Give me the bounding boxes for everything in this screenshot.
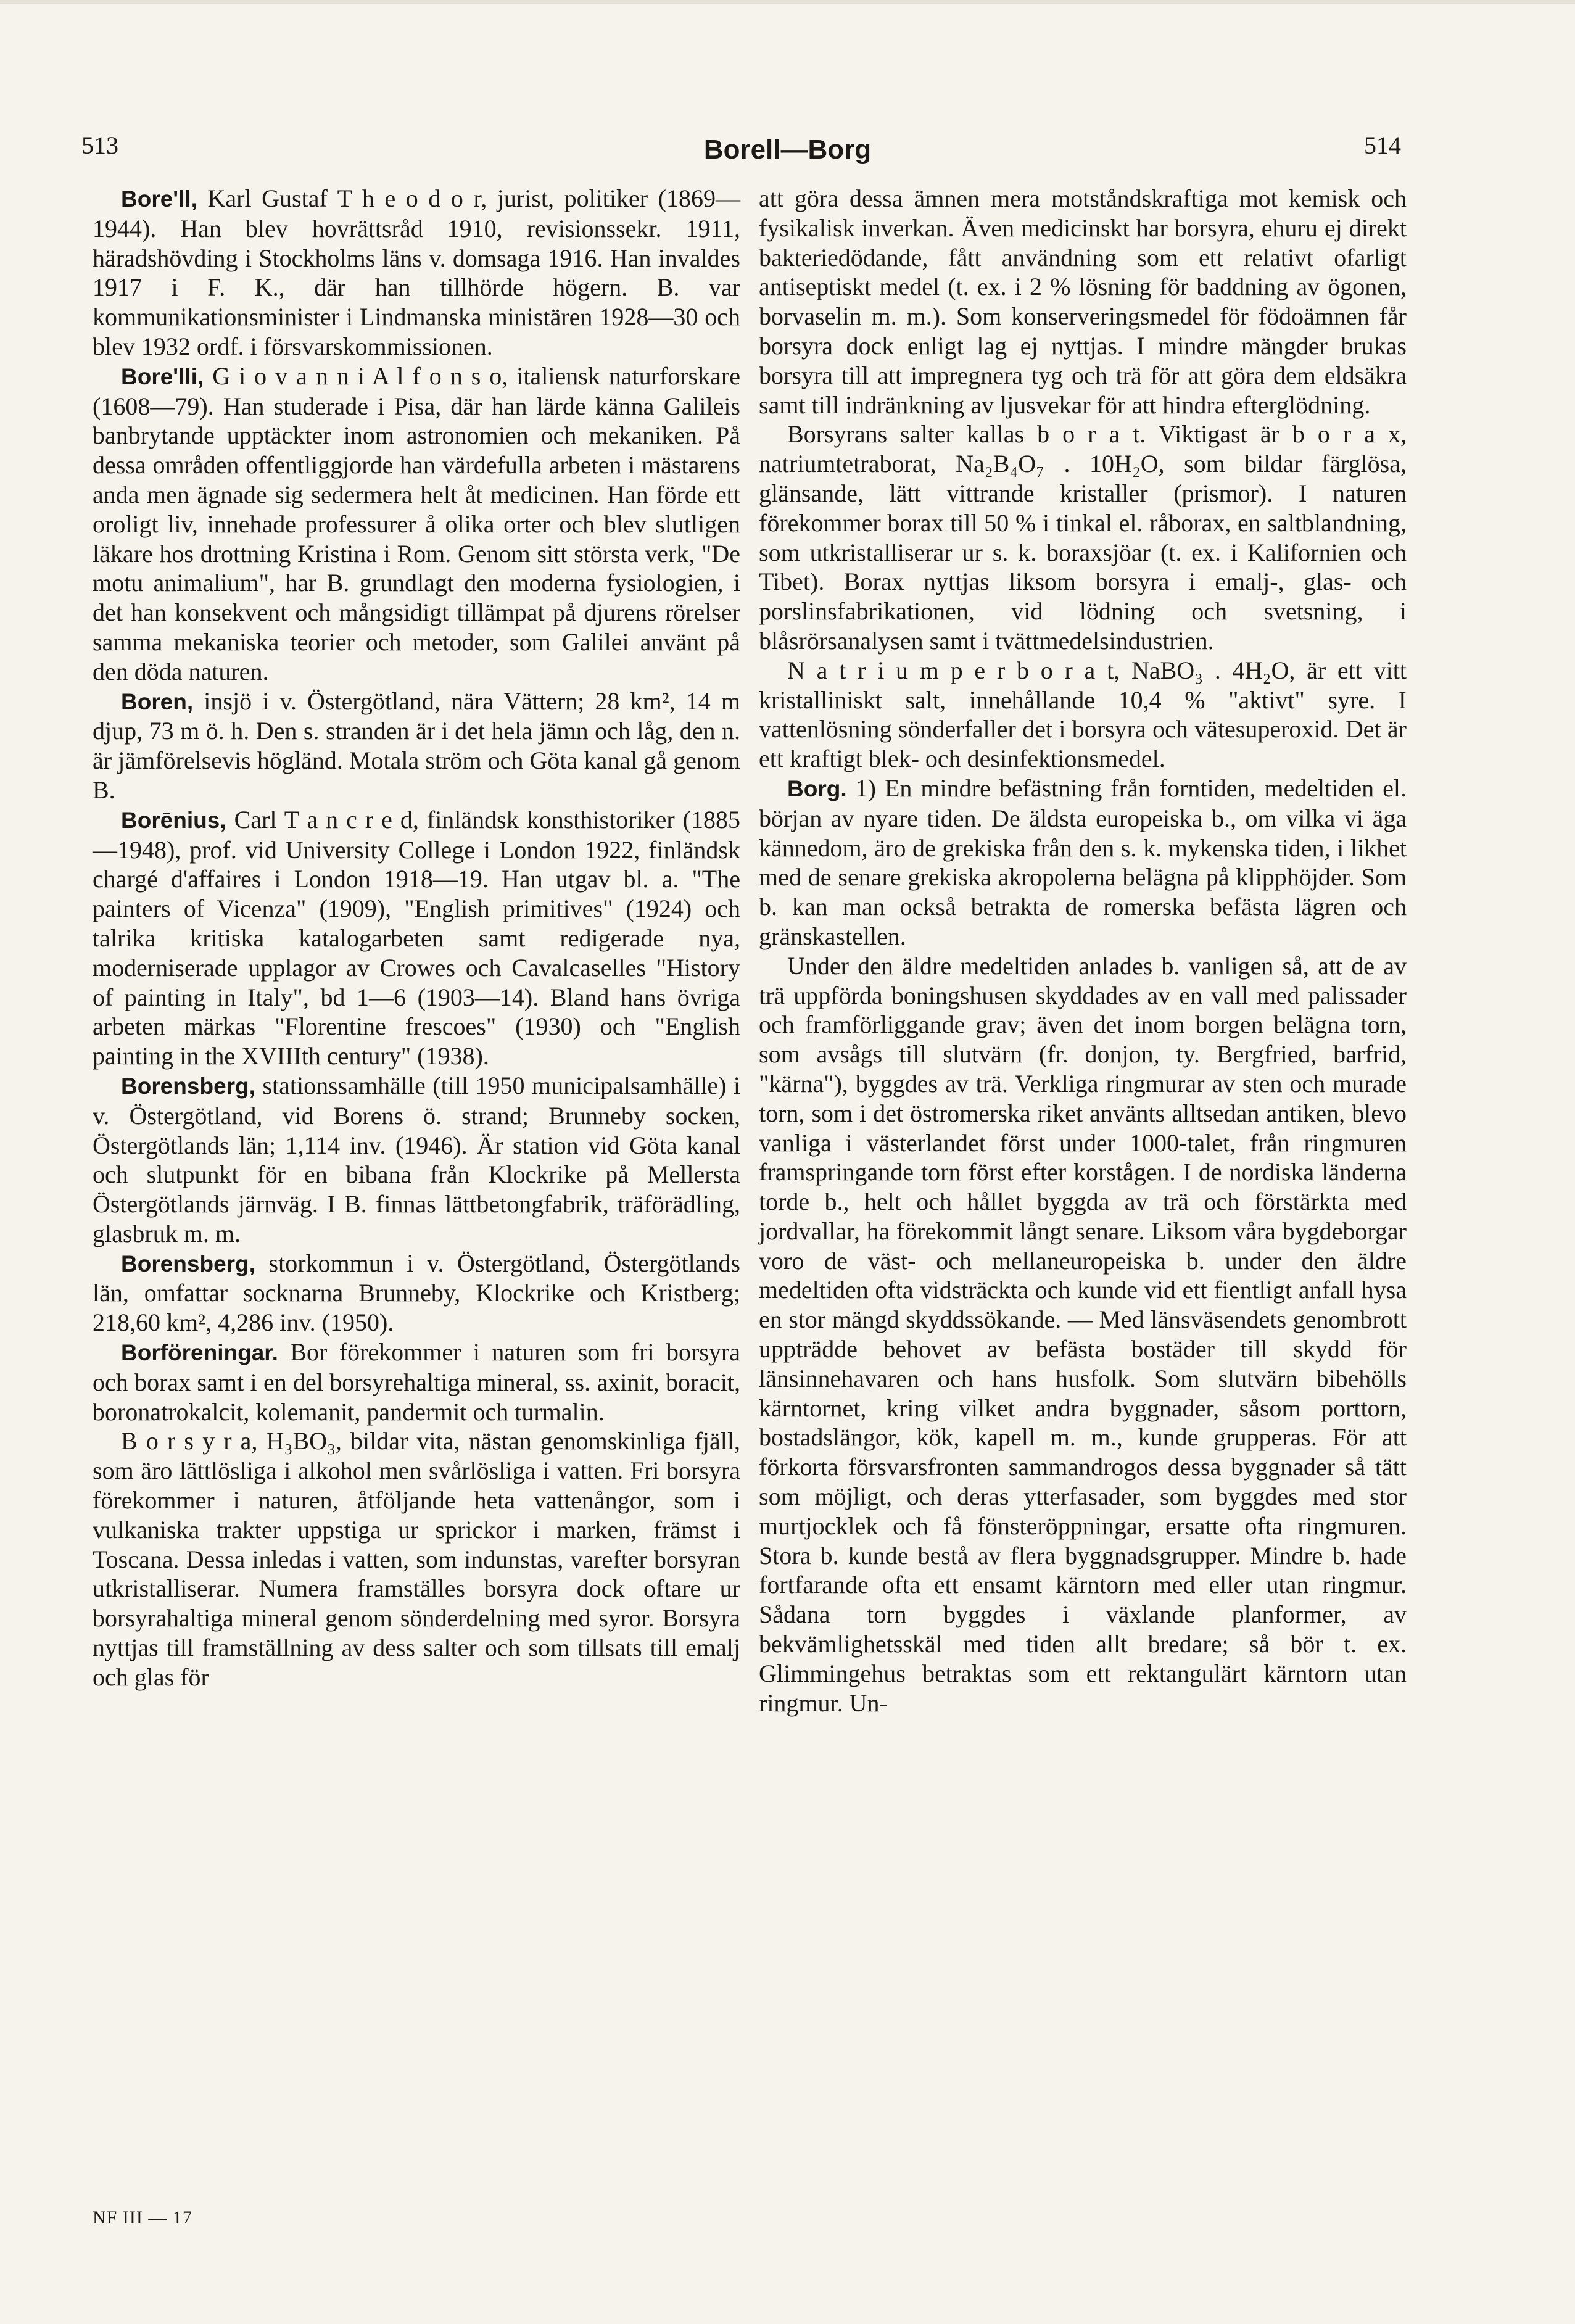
page-top-edge <box>0 0 1575 4</box>
entry-text: Under den äldre medeltiden anlades b. vanligen så, att de av trä uppförda boningshusen skyddades av en vall med palissader och framförliggande grav; även det inom borgen belägna torn, som avsågs till slutvärn (fr. donjon, ty. Bergfried, barfrid, "kärna"), byggdes av trä. Verkliga ringmurar av sten och murade torn, som i det östromerska riket använts alltsedan antiken, blevo vanliga i västerlandet först under 1000-talet, från ringmuren framspringande torn först efter korstågen. I de nordiska länderna torde b., helt och hållet byggda av trä och förstärkta med jordvallar, ha förekommit långt senare. Liksom våra bygdeborgar voro de väst- och mellaneuropeiska b. under den äldre medeltiden ofta vidsträckta och kunde vid ett fientligt anfall hysa en stor mängd skyddssökande. — Med länsväsendets genombrott uppträdde behovet av befästa bostäder till skydd för länsinnehavaren och hans husfolk. Som slutvärn bibehölls kärntornet, kring vilket andra byggnader, såsom porttorn, bostadslängor, kök, kapell m. m., kunde grupperas. För att förkorta försvarsfronten sammandrogos dessa byggnader så tätt som möjligt, och deras ytterfasader, som byggdes med stor murtjocklek och få fönsteröppningar, ersatte ofta ringmuren. Stora b. kunde bestå av flera byggnadsgrupper. Mindre b. hade fortfarande ofta ett ensamt kärntorn med eller utan ringmur. Sådana torn byggdes i växlande planformer, av bekvämlighetsskäl med tiden allt bredare; så bör t. ex. Glimmingehus betraktas som ett rektangulärt kärntorn utan ringmur. Un- <box>759 951 1407 1717</box>
entry-paragraph <box>759 951 1407 1718</box>
dictionary-entry <box>759 774 1407 951</box>
entry-text: Bor förekommer i naturen som fri borsyra och borax samt i en del borsyrehaltiga mineral, ss. axinit, boracit, boronatrokalcit, kolemanit, pandermit och turmalin. <box>93 1338 740 1426</box>
entry-headword: Bore'lli, <box>121 363 204 389</box>
entry-paragraph <box>759 420 1407 655</box>
entry-text: 1) En mindre befästning från forntiden, medeltiden el. början av nyare tiden. De äldsta europeiska b., om vilka vi äga kännedom, äro de grekiska från den s. k. mykenska tiden, i likhet med de senare grekiska akropolerna belägna på klipphöjder. Som b. kan man också betrakta de romerska befästa lägren och gränskastellen. <box>759 774 1407 950</box>
entry-headword: Bore'll, <box>121 186 197 212</box>
entry-text: stationssamhälle (till 1950 municipalsamhälle) i v. Östergötland, vid Borens ö. strand; Brunneby socken, Östergötlands län; 1,114 inv. (1946). Är station vid Göta kanal och slutpunkt för en bibana från Klockrike på Mellersta Östergötlands järnväg. I B. finnas lättbetongfabrik, träförädling, glasbruk m. m. <box>93 1071 740 1247</box>
entry-paragraph <box>759 184 1407 420</box>
entry-headword: Borensberg, <box>121 1251 255 1276</box>
entry-text: G i o v a n n i A l f o n s o, italiensk naturforskare (1608—79). Han studerade i Pisa, där han lärde känna Galileis banbrytande upptäckter inom astronomien och mekaniken. På dessa områden offentliggjorde han värdefulla arbeten i mästarens anda men ägnade sig sedermera helt åt medicinen. Han förde ett oroligt liv, innehade professurer å olika orter och blev slutligen läkare hos drottning Kristina i Rom. Genom sitt största verk, "De motu animalium", har B. grundlagt den moderna fysiologien, i det han konsekvent och mångsidigt tillämpat på djurens rörelser samma mekaniska teorier och metoder, som Galilei använt på den döda naturen. <box>93 362 740 685</box>
dictionary-entry <box>93 1249 740 1338</box>
entry-text: N a t r i u m p e r b o r a t, NaBO₃ . 4H₂O, är ett vitt kristalliniskt salt, innehållande 10,4 % "aktivt" syre. I vattenlösning sönderfaller det i borsyra och vätesuperoxid. Det är ett kraftigt blek- och desinfektionsmedel. <box>759 656 1407 773</box>
left-column <box>93 184 740 1692</box>
dictionary-entry <box>93 362 740 687</box>
entry-text: Karl Gustaf T h e o d o r, jurist, politiker (1869—1944). Han blev hovrättsråd 1910, revisionssekr. 1911, häradshövding i Stockholms läns v. domsaga 1916. Han invaldes 1917 i F. K., där han tillhörde högern. B. var kommunikationsminister i Lindmanska ministären 1928—30 och blev 1932 ordf. i försvarskommissionen. <box>93 184 740 360</box>
entry-paragraph <box>93 1426 740 1692</box>
page-number-left: 513 <box>81 131 118 159</box>
entry-headword: Borg. <box>787 775 847 801</box>
dictionary-entry <box>93 687 740 805</box>
dictionary-entry <box>93 805 740 1071</box>
dictionary-entry <box>93 1338 740 1426</box>
entry-headword: Boren, <box>121 689 194 714</box>
page-number-right: 514 <box>1364 131 1401 159</box>
entry-text: att göra dessa ämnen mera motståndskraftiga mot kemisk och fysikalisk inverkan. Även medicinskt har borsyra, ehuru ej direkt bakteriedödande, fått användning som ett relativt ofarligt antiseptiskt medel (t. ex. i 2 % lösning för baddning av ögonen, borvaselin m. m.). Som konserveringsmedel för födoämnen får borsyra dock enligt lag ej nyttjas. I mindre mängder brukas borsyra till att impregnera tyg och trä för att göra dem eldsäkra samt till indränkning av ljusvekar för att hindra efterglödning. <box>759 184 1407 419</box>
entry-paragraph <box>759 656 1407 774</box>
entry-headword: Borföreningar. <box>121 1340 278 1366</box>
entry-text: Carl T a n c r e d, finländsk konsthistoriker (1885—1948), prof. vid University College i London 1922, finländsk chargé d'affaires i London 1918—19. Han utgav bl. a. "The painters of Vicenza" (1909), "English primitives" (1924) och talrika kritiska katalogarbeten samt redigerade nya, moderniserade upplagor av Crowes och Cavalcaselles "History of painting in Italy", bd 1—6 (1903—14). Bland hans övriga arbeten märkas "Florentine frescoes" (1930) och "English painting in the XVIIIth century" (1938). <box>93 805 740 1070</box>
entry-text: B o r s y r a, H₃BO₃, bildar vita, nästan genomskinliga fjäll, som äro lättlösliga i alkohol men svårlösliga i vatten. Fri borsyra förekommer i naturen, åtföljande heta vattenångor, som i vulkaniska trakter uppstiga ur sprickor i marken, främst i Toscana. Dessa inledas i vatten, som indunstas, varefter borsyran utkristalliserar. Numera framställes borsyra dock oftare ur borsyrahaltiga mineral genom sönderdelning med syror. Borsyra nyttjas till framställning av dess salter och som tillsats till emalj och glas för <box>93 1427 740 1691</box>
right-column <box>759 184 1407 1718</box>
running-head: Borell—Borg <box>703 134 872 165</box>
dictionary-entry <box>93 184 740 362</box>
entry-headword: Borēnius, <box>121 807 226 833</box>
entry-text: storkommun i v. Östergötland, Östergötlands län, omfattar socknarna Brunneby, Klockrike och Kristberg; 218,60 km², 4,286 inv. (1950). <box>93 1249 740 1337</box>
signature-mark: NF III — 17 <box>93 2207 192 2228</box>
entry-text: insjö i v. Östergötland, nära Vättern; 28 km², 14 m djup, 73 m ö. h. Den s. stranden är i det hela jämn och låg, den n. är jämförelsevis högländ. Motala ström och Göta kanal gå genom B. <box>93 687 740 804</box>
entry-headword: Borensberg, <box>121 1073 255 1099</box>
dictionary-entry <box>93 1071 740 1249</box>
entry-text: Borsyrans salter kallas b o r a t. Viktigast är b o r a x, natriumtetraborat, Na₂B₄O₇ . 10H₂O, som bildar färglösa, glänsande, lätt vittrande kristaller (prismor). I naturen förekommer borax till 50 % i tinkal el. råborax, en saltblandning, som utkristalliserar ur s. k. boraxsjöar (t. ex. i Kalifornien och Tibet). Borax nyttjas liksom borsyra i emalj-, glas- och porslinsfabrikationen, vid lödning och svetsning, i blåsrörsanalysen samt i tvättmedelsindustrien. <box>759 420 1407 655</box>
